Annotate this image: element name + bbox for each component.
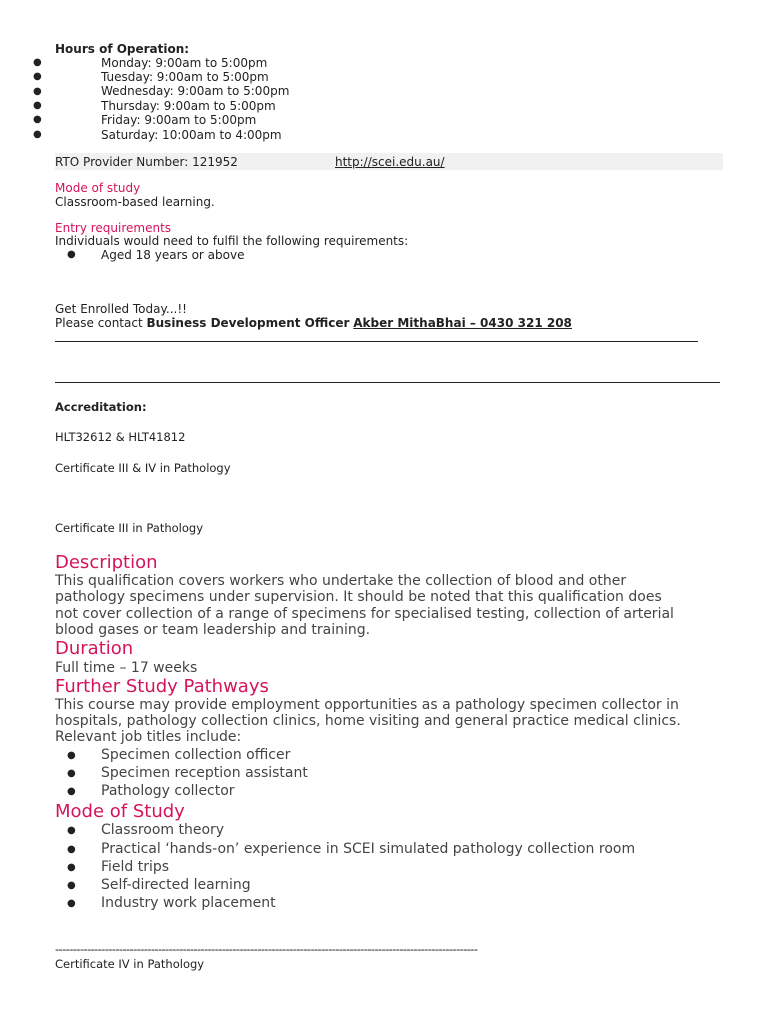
duration-heading: Duration <box>55 638 134 659</box>
bullet-icon: ● <box>33 100 42 111</box>
study-mode-item: Industry work placement <box>101 895 276 911</box>
study-mode-item: Self-directed learning <box>101 877 251 893</box>
mode-heading: Mode of study <box>55 181 141 195</box>
description-line: blood gases or team leadership and training. <box>55 622 371 638</box>
bullet-icon: ● <box>33 57 42 68</box>
hours-day: Friday: 9:00am to 5:00pm <box>101 113 257 127</box>
pathways-heading: Further Study Pathways <box>55 676 269 697</box>
bullet-icon: ● <box>33 86 42 97</box>
contact-person[interactable]: Akber MithaBhai – 0430 321 208 <box>353 316 572 330</box>
enrol-prefix: Please contact <box>55 316 147 330</box>
pathways-line: Relevant job titles include: <box>55 729 242 745</box>
job-title-item: Specimen collection officer <box>101 747 291 763</box>
entry-text: Individuals would need to fulfil the following requirements: <box>55 234 409 248</box>
description-line: not cover collection of a range of specimens for specialised testing, collection of arterial <box>55 606 674 622</box>
bullet-icon: ● <box>67 862 76 873</box>
bullet-icon: ● <box>67 898 76 909</box>
bullet-icon: ● <box>33 71 42 82</box>
mode-text: Classroom-based learning. <box>55 195 215 209</box>
accreditation-codes: HLT32612 & HLT41812 <box>55 430 186 444</box>
dashed-divider: ----------------------------------------------------------------------------------------------------------------------- <box>55 942 478 956</box>
pathways-line: This course may provide employment opportunities as a pathology specimen collector in <box>55 697 679 713</box>
description-line: pathology specimens under supervision. It should be noted that this qualification does <box>55 589 662 605</box>
bullet-icon: ● <box>67 249 76 260</box>
hours-day: Thursday: 9:00am to 5:00pm <box>101 99 276 113</box>
study-mode-item: Practical ‘hands-on’ experience in SCEI simulated pathology collection room <box>101 841 636 857</box>
job-title-item: Pathology collector <box>101 783 235 799</box>
study-mode-heading: Mode of Study <box>55 801 185 822</box>
job-title-item: Specimen reception assistant <box>101 765 308 781</box>
bullet-icon: ● <box>67 880 76 891</box>
entry-heading: Entry requirements <box>55 221 172 235</box>
duration-text: Full time – 17 weeks <box>55 660 198 676</box>
study-mode-item: Field trips <box>101 859 170 875</box>
contact-role: Business Development Officer <box>146 316 350 330</box>
divider-line <box>55 341 698 342</box>
bullet-icon: ● <box>67 768 76 779</box>
accreditation-heading: Accreditation: <box>55 400 147 414</box>
description-line: This qualification covers workers who undertake the collection of blood and other <box>55 573 627 589</box>
bullet-icon: ● <box>33 129 42 140</box>
hours-day: Wednesday: 9:00am to 5:00pm <box>101 84 290 98</box>
divider-line <box>55 382 720 383</box>
enrol-line: Get Enrolled Today...!! <box>55 302 187 316</box>
scei-website-link[interactable]: http://scei.edu.au/ <box>335 155 445 169</box>
enrol-contact-line <box>55 316 572 330</box>
pathways-line: hospitals, pathology collection clinics, home visiting and general practice medical clinics. <box>55 713 681 729</box>
rto-provider-number: RTO Provider Number: 121952 <box>55 155 238 169</box>
hours-day: Monday: 9:00am to 5:00pm <box>101 56 268 70</box>
description-heading: Description <box>55 552 158 573</box>
cert4-title: Certificate IV in Pathology <box>55 957 205 971</box>
hours-day: Saturday: 10:00am to 4:00pm <box>101 128 282 142</box>
entry-item: Aged 18 years or above <box>101 248 245 262</box>
bullet-icon: ● <box>67 786 76 797</box>
cert3-title: Certificate III in Pathology <box>55 521 203 535</box>
bullet-icon: ● <box>67 825 76 836</box>
bullet-icon: ● <box>67 844 76 855</box>
hours-day: Tuesday: 9:00am to 5:00pm <box>101 70 269 84</box>
accreditation-certs: Certificate III & IV in Pathology <box>55 461 231 475</box>
hours-title: Hours of Operation: <box>55 42 190 56</box>
study-mode-item: Classroom theory <box>101 822 225 838</box>
bullet-icon: ● <box>33 114 42 125</box>
bullet-icon: ● <box>67 750 76 761</box>
